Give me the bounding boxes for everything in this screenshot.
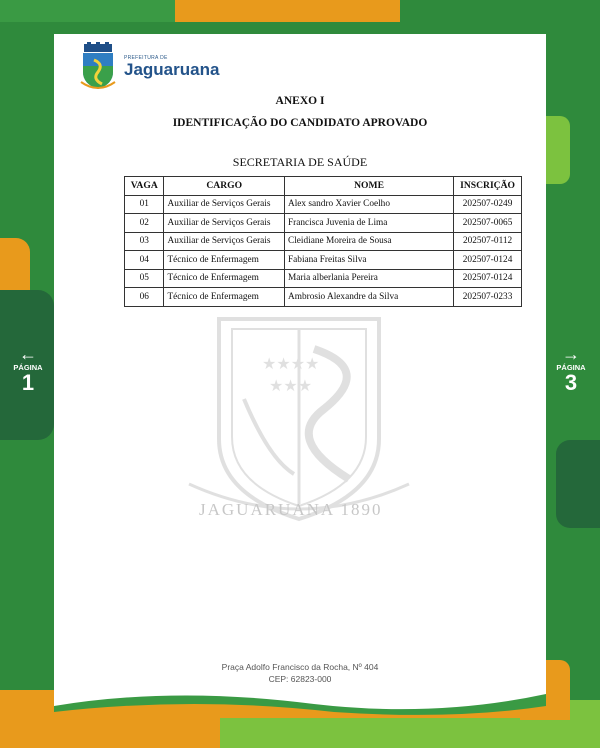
arrow-right-icon: →: [562, 344, 580, 364]
cell-inscricao: 202507-0124: [454, 251, 522, 270]
cell-inscricao: 202507-0065: [454, 214, 522, 233]
cell-vaga: 05: [125, 269, 164, 288]
cell-vaga: 04: [125, 251, 164, 270]
header-cargo: CARGO: [164, 177, 285, 196]
bg-orange-left: [0, 238, 30, 290]
header-nome: NOME: [285, 177, 454, 196]
nav-prev-page[interactable]: [8, 345, 48, 394]
svg-text:★★★★: ★★★★: [262, 354, 320, 373]
nav-next-page[interactable]: [551, 345, 591, 394]
section-heading: SECRETARIA DE SAÚDE: [232, 155, 368, 169]
bg-lightgreen-right: [546, 116, 570, 184]
cell-cargo: Técnico de Enfermagem: [164, 288, 285, 307]
table-row: [125, 251, 522, 270]
header-inscricao: INSCRIÇÃO: [454, 177, 522, 196]
bg-green-top: [0, 0, 175, 22]
logo-name: Jaguaruana: [124, 60, 220, 79]
bg-darkgreen-right: [556, 440, 600, 528]
nav-next-label: PÁGINA: [556, 363, 586, 372]
cell-cargo: Auxiliar de Serviços Gerais: [164, 214, 285, 233]
cell-cargo: Auxiliar de Serviços Gerais: [164, 232, 285, 251]
crest-icon: [78, 42, 118, 92]
logo-subtitle: PREFEITURA DE: [124, 55, 168, 61]
footer-address: Praça Adolfo Francisco da Rocha, Nº 404: [221, 662, 379, 672]
header-vaga: VAGA: [125, 177, 164, 196]
table-row: [125, 195, 522, 214]
cell-inscricao: 202507-0124: [454, 269, 522, 288]
cell-inscricao: 202507-0249: [454, 195, 522, 214]
table-row: [125, 214, 522, 233]
cell-cargo: Técnico de Enfermagem: [164, 251, 285, 270]
bg-orange-top: [175, 0, 400, 22]
cell-cargo: Auxiliar de Serviços Gerais: [164, 195, 285, 214]
svg-text:★★★: ★★★: [269, 376, 313, 395]
cell-inscricao: 202507-0233: [454, 288, 522, 307]
nav-prev-label: PÁGINA: [13, 363, 43, 372]
prefeitura-logo: [78, 42, 219, 92]
table-row: [125, 269, 522, 288]
cell-vaga: 03: [125, 232, 164, 251]
nav-next-number: 3: [564, 370, 578, 395]
document-title: IDENTIFICAÇÃO DO CANDIDATO APROVADO: [172, 117, 428, 129]
annex-heading: ANEXO I: [275, 95, 325, 107]
cell-vaga: 01: [125, 195, 164, 214]
cell-nome: Fabiana Freitas Silva: [285, 251, 454, 270]
cell-nome: Francisca Juvenia de Lima: [285, 214, 454, 233]
watermark-text: JAGUARUANA 1890: [199, 500, 383, 519]
cell-cargo: Técnico de Enfermagem: [164, 269, 285, 288]
cell-vaga: 02: [125, 214, 164, 233]
cell-nome: Cleidiane Moreira de Sousa: [285, 232, 454, 251]
table-row: [125, 288, 522, 307]
table-header-row: [125, 177, 522, 196]
approved-candidates-table: [124, 176, 522, 307]
cell-nome: Ambrosio Alexandre da Silva: [285, 288, 454, 307]
footer-cep: CEP: 62823-000: [268, 674, 332, 684]
nav-prev-number: 1: [21, 370, 35, 395]
document-page: [54, 34, 546, 718]
footer-wave-decoration: [54, 686, 546, 718]
cell-nome: Maria alberlania Pereira: [285, 269, 454, 288]
table-row: [125, 232, 522, 251]
cell-vaga: 06: [125, 288, 164, 307]
cell-nome: Alex sandro Xavier Coelho: [285, 195, 454, 214]
arrow-left-icon: ←: [19, 344, 37, 364]
cell-inscricao: 202507-0112: [454, 232, 522, 251]
